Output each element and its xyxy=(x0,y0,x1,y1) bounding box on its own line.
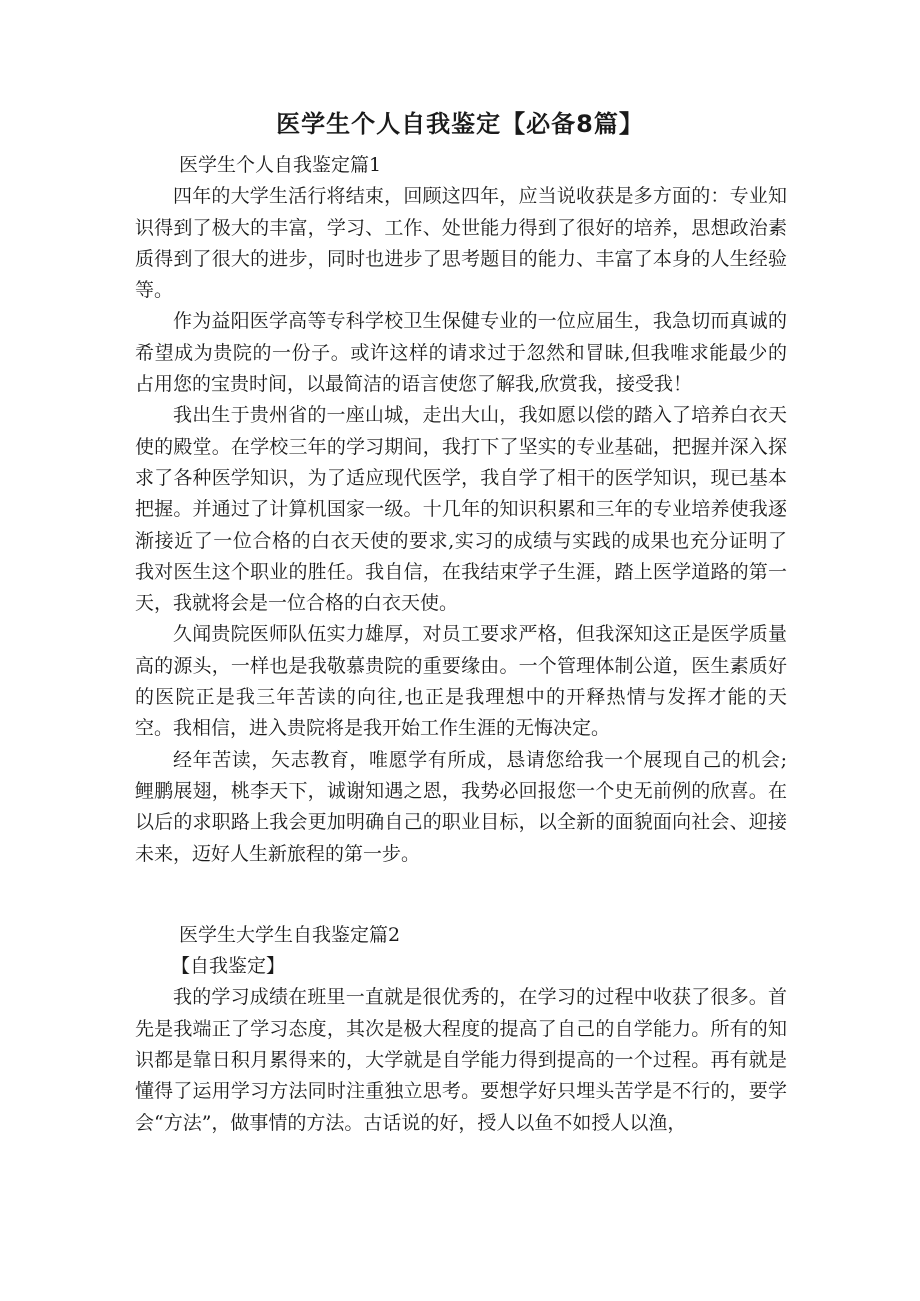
paragraph: 四年的大学生活行将结束，回顾这四年，应当说收获是多方面的：专业知识得到了极大的丰富，学习、工作、处世能力得到了很好的培养，思想政治素质得到了很大的进步，同时也进步了思考题目的能力、丰富了本身的人生经验等。 xyxy=(135,185,787,302)
section-heading: 医学生大学生自我鉴定篇2 xyxy=(179,923,401,946)
section-heading: 医学生个人自我鉴定篇1 xyxy=(179,154,382,176)
paragraph: 我的学习成绩在班里一直就是很优秀的，在学习的过程中收获了很多。首先是我端正了学习态度，其次是极大程度的提高了自己的自学能力。所有的知识都是靠日积月累得来的，大学就是自学能力得到提高的一个过程。再有就是懂得了运用学习方法同时注重独立思考。要想学好只埋头苦学是不行的，要学会“方法”，做事情的方法。古话说的好，授人以鱼不如授人以渔， xyxy=(135,986,787,1134)
section-label: 【自我鉴定】 xyxy=(171,955,286,978)
paragraph: 作为益阳医学高等专科学校卫生保健专业的一位应届生，我急切而真诚的希望成为贵院的一份子。或许这样的请求过于忽然和冒昧,但我唯求能最少的占用您的宝贵时间，以最简洁的语言使您了解我,欣赏我，接受我！ xyxy=(135,310,787,396)
paragraph: 久闻贵院医师队伍实力雄厚，对员工要求严格，但我深知这正是医学质量高的源头，一样也是我敬慕贵院的重要缘由。一个管理体制公道，医生素质好的医院正是我三年苦读的向往,也正是我理想中的开释热情与发挥才能的天空。我相信，进入贵院将是我开始工作生涯的无悔决定。 xyxy=(135,623,787,740)
document-body xyxy=(135,150,787,1139)
document-title: 医学生个人自我鉴定【必备8篇】 xyxy=(276,110,644,138)
paragraph: 我出生于贵州省的一座山城，走出大山，我如愿以偿的踏入了培养白衣天使的殿堂。在学校三年的学习期间，我打下了坚实的专业基础，把握并深入探求了各种医学知识，为了适应现代医学，我自学了相干的医学知识，现已基本把握。并通过了计算机国家一级。十几年的知识积累和三年的专业培养使我逐渐接近了一位合格的白衣天使的要求,实习的成绩与实践的成果也充分证明了我对医生这个职业的胜任。我自信，在我结束学子生涯，踏上医学道路的第一天，我就将会是一位合格的白衣天使。 xyxy=(135,404,787,615)
section-spacer xyxy=(135,870,787,920)
paragraph: 经年苦读，矢志教育，唯愿学有所成，恳请您给我一个展现自己的机会;鲤鹏展翅，桃李天下，诚谢知遇之恩，我势必回报您一个史无前例的欣喜。在以后的求职路上我会更加明确自己的职业目标，以全新的面貌面向社会、迎接未来，迈好人生新旅程的第一步。 xyxy=(135,748,787,865)
